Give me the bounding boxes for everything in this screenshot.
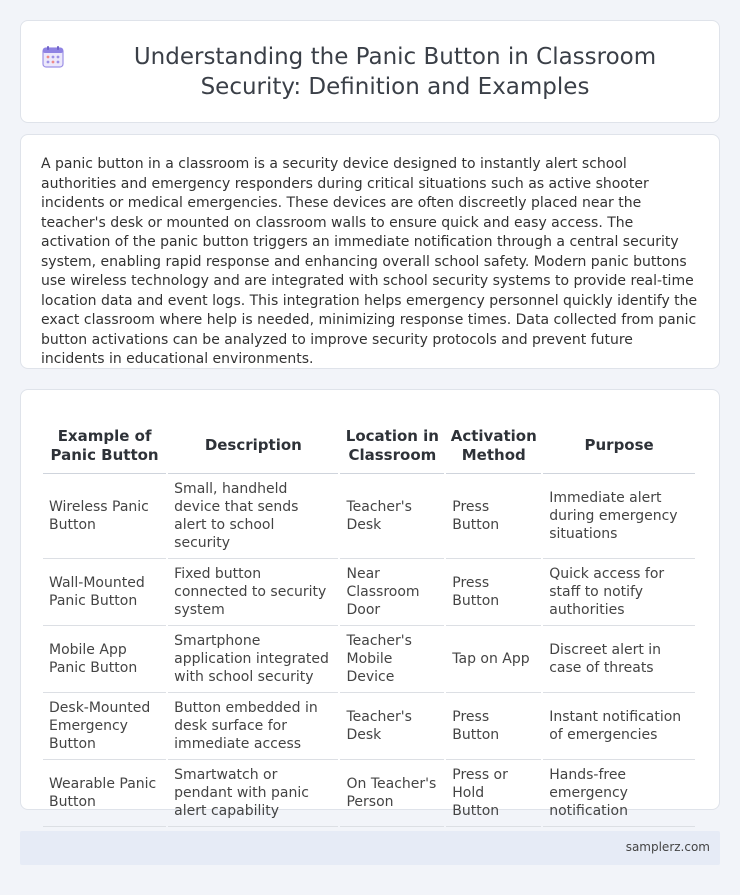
cell-activation: Press Button (446, 559, 541, 626)
table-row (43, 760, 695, 827)
cell-activation: Press Button (446, 474, 541, 559)
cell-location: Teacher's Desk (340, 693, 444, 760)
cell-purpose: Instant notification of emergencies (543, 693, 695, 760)
intro-paragraph: A panic button in a classroom is a security device designed to instantly alert school authorities and emergency responders during critical situations such as active shooter incidents or medical emergencies. These devices are often discreetly placed near the teacher's desk or mounted on classroom walls to ensure quick and easy access. The activation of the panic button triggers an immediate notification through a central security system, enabling rapid response and enhancing overall school safety. Modern panic buttons use wireless technology and are integrated with school security systems to provide real-time location data and event logs. This integration helps emergency personnel quickly identify the exact classroom where help is needed, minimizing response times. Data collected from panic button activations can be analyzed to improve security protocols and prevent future incidents in educational environments. (41, 156, 698, 367)
column-header-activation: Activation Method (446, 410, 541, 474)
column-header-purpose: Purpose (543, 410, 695, 474)
cell-example: Wireless Panic Button (43, 474, 166, 559)
cell-description: Smartphone application integrated with school security (168, 626, 338, 693)
table-row (43, 474, 695, 559)
table-row (43, 559, 695, 626)
cell-location: On Teacher's Person (340, 760, 444, 827)
panic-button-table (41, 410, 697, 827)
cell-location: Teacher's Desk (340, 474, 444, 559)
column-header-description: Description (168, 410, 338, 474)
cell-example: Wall-Mounted Panic Button (43, 559, 166, 626)
cell-description: Fixed button connected to security system (168, 559, 338, 626)
cell-activation: Press Button (446, 693, 541, 760)
cell-description: Smartwatch or pendant with panic alert capability (168, 760, 338, 827)
cell-location: Near Classroom Door (340, 559, 444, 626)
cell-example: Desk-Mounted Emergency Button (43, 693, 166, 760)
calendar-icon (41, 45, 65, 69)
cell-purpose: Immediate alert during emergency situations (543, 474, 695, 559)
footer-site-link[interactable]: samplerz.com (625, 840, 710, 854)
cell-purpose: Quick access for staff to notify authorities (543, 559, 695, 626)
intro-card (20, 134, 720, 369)
column-header-location: Location in Classroom (340, 410, 444, 474)
page-title: Understanding the Panic Button in Classroom Security: Definition and Examples (133, 43, 657, 100)
cell-example: Mobile App Panic Button (43, 626, 166, 693)
footer (20, 831, 720, 865)
table-header-row (43, 410, 695, 474)
cell-activation: Press or Hold Button (446, 760, 541, 827)
cell-activation: Tap on App (446, 626, 541, 693)
table-card (20, 389, 720, 819)
cell-description: Button embedded in desk surface for immediate access (168, 693, 338, 760)
table-row (43, 626, 695, 693)
header-card (20, 20, 720, 123)
cell-purpose: Hands-free emergency notification (543, 760, 695, 827)
cell-location: Teacher's Mobile Device (340, 626, 444, 693)
table-row (43, 693, 695, 760)
cell-purpose: Discreet alert in case of threats (543, 626, 695, 693)
cell-example: Wearable Panic Button (43, 760, 166, 827)
column-header-example: Example of Panic Button (43, 410, 166, 474)
cell-description: Small, handheld device that sends alert to school security (168, 474, 338, 559)
